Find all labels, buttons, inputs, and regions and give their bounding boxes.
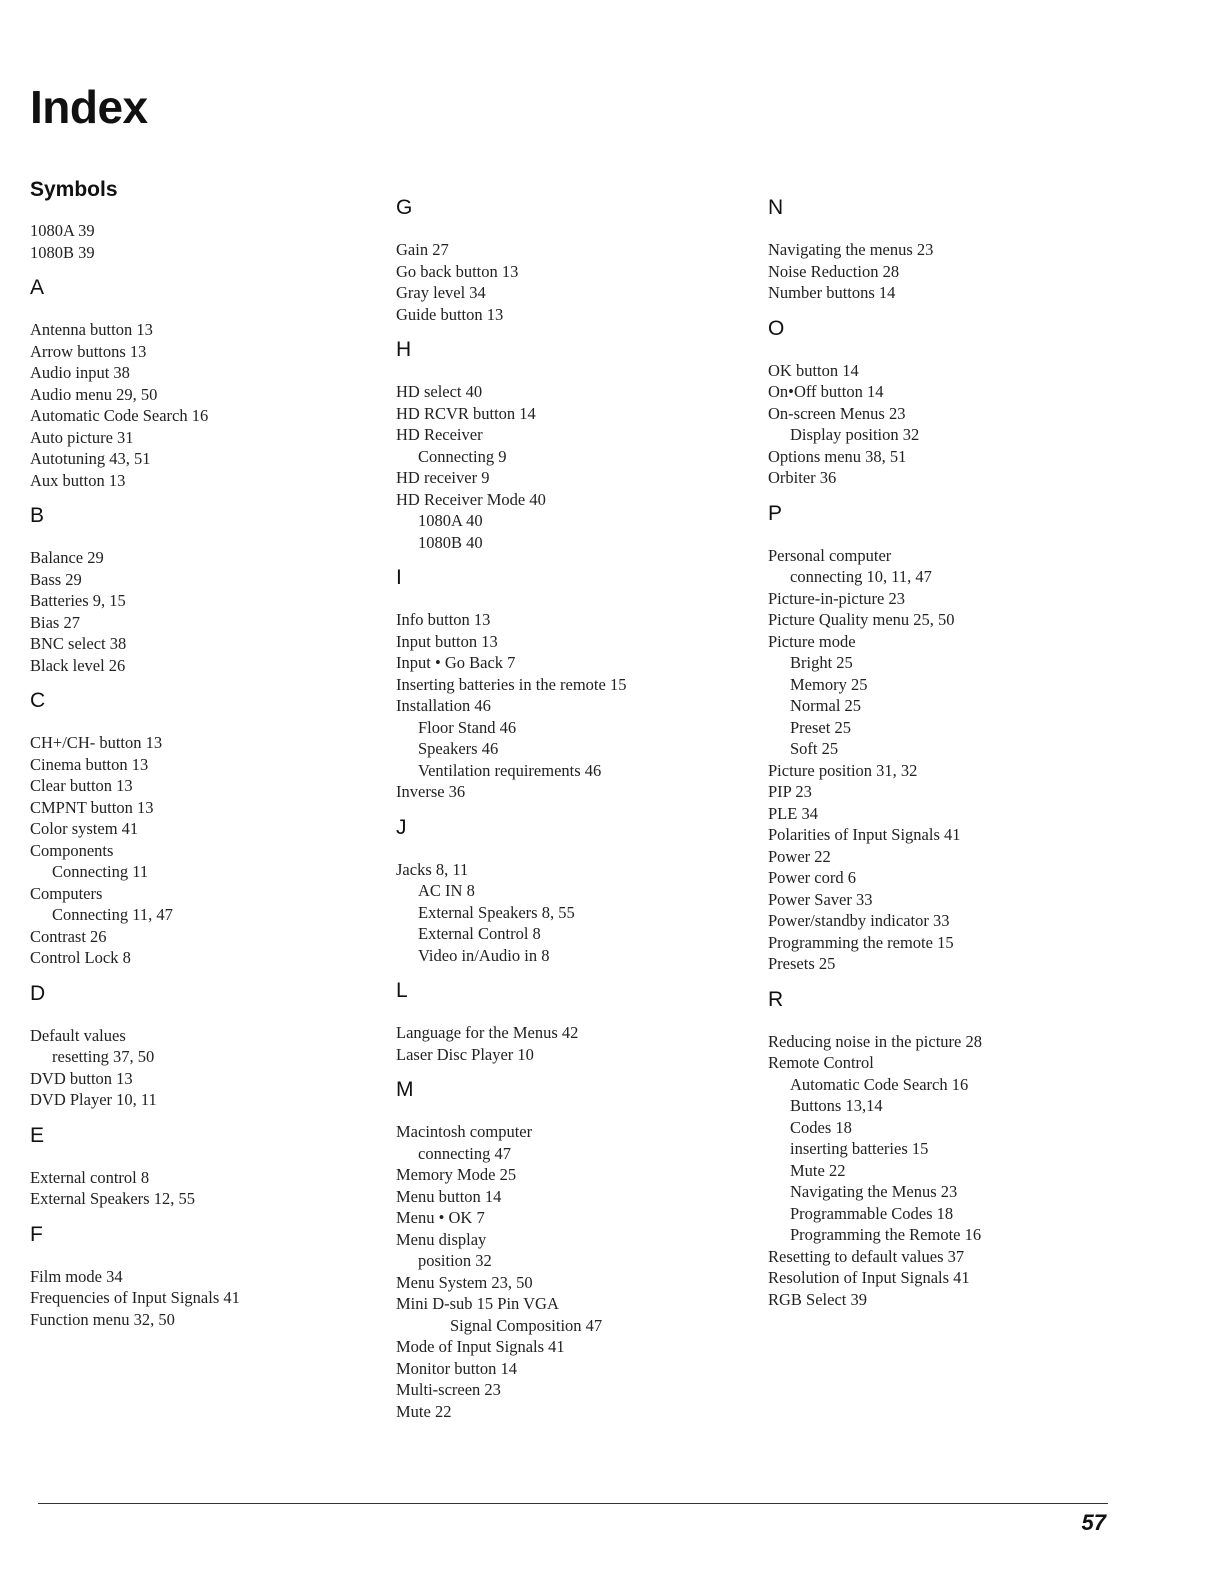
index-entry-list: [768, 239, 1098, 304]
section-heading: C: [30, 689, 46, 712]
index-entry: Picture-in-picture 23: [768, 588, 905, 608]
index-entry: Mode of Input Signals 41: [396, 1337, 565, 1356]
index-subentry: Programming the Remote 16: [790, 1225, 982, 1244]
index-subentry: Ventilation requirements 46: [418, 760, 602, 780]
index-entry-list: [396, 609, 726, 803]
index-subentry: Floor Stand 46: [418, 717, 517, 737]
section-heading: R: [768, 987, 784, 1011]
index-entry-list: [396, 1121, 726, 1422]
index-subentry: AC IN 8: [418, 881, 475, 900]
index-entry: Balance 29: [30, 548, 104, 567]
index-entry: Number buttons 14: [768, 283, 896, 302]
section-heading: J: [396, 815, 407, 839]
index-entry: Options menu 38, 51: [768, 446, 907, 466]
index-entry: Navigating the menus 23: [768, 240, 934, 259]
index-entry: Inverse 36: [396, 782, 466, 801]
index-entry: Power Saver 33: [768, 889, 873, 909]
index-subentry: Connecting 11, 47: [52, 905, 173, 924]
index-subentry: Normal 25: [790, 696, 862, 715]
index-subentry: connecting 47: [418, 1143, 512, 1163]
index-entry: Macintosh computer: [396, 1122, 533, 1141]
index-entry: On•Off button 14: [768, 382, 884, 401]
section-heading: H: [396, 338, 412, 361]
index-entry: CH+/CH- button 13: [30, 733, 163, 752]
index-entry: DVD Player 10, 11: [30, 1090, 157, 1109]
index-subentry: Programmable Codes 18: [790, 1203, 954, 1223]
section-heading: M: [396, 1078, 414, 1101]
index-entry: Power cord 6: [768, 868, 856, 887]
index-entry: Language for the Menus 42: [396, 1023, 579, 1042]
index-subentry: position 32: [418, 1251, 492, 1270]
index-entry: Menu • OK 7: [396, 1208, 485, 1227]
index-entry: Installation 46: [396, 696, 491, 715]
index-entry: Menu display: [396, 1229, 487, 1249]
page-title: Index: [30, 81, 148, 133]
index-subentry: Connecting 9: [418, 446, 507, 466]
index-entry: Gain 27: [396, 240, 449, 259]
index-entry: Components: [30, 840, 114, 860]
index-subentry: Navigating the Menus 23: [790, 1182, 958, 1201]
index-subentry: Codes 18: [790, 1117, 852, 1137]
index-entry: HD receiver 9: [396, 468, 490, 487]
index-subentry: Video in/Audio in 8: [418, 945, 550, 965]
index-subentry: 1080A 40: [418, 511, 483, 530]
index-entry: PIP 23: [768, 782, 812, 801]
index-entry: Audio menu 29, 50: [30, 384, 158, 404]
page-number: 57: [1081, 1510, 1106, 1535]
section-heading: P: [768, 501, 783, 525]
index-entry: Menu button 14: [396, 1186, 502, 1206]
index-entry: DVD button 13: [30, 1068, 133, 1088]
index-section: [768, 312, 1098, 489]
index-entry: Function menu 32, 50: [30, 1309, 175, 1329]
index-entry: Guide button 13: [396, 304, 504, 324]
index-entry: Autotuning 43, 51: [30, 449, 151, 468]
index-entry: Programming the remote 15: [768, 932, 954, 952]
index-entry: Antenna button 13: [30, 320, 153, 339]
index-entry: Auto picture 31: [30, 427, 134, 447]
index-entry: Automatic Code Search 16: [30, 406, 209, 425]
index-section: [30, 271, 360, 491]
index-entry: Orbiter 36: [768, 468, 837, 487]
index-entry: Remote Control: [768, 1053, 874, 1072]
index-entry: Multi-screen 23: [396, 1380, 501, 1399]
section-heading: Symbols: [30, 178, 118, 201]
index-entry: Monitor button 14: [396, 1358, 518, 1378]
index-entry: Film mode 34: [30, 1266, 123, 1286]
index-section: [396, 561, 726, 803]
index-entry-list: [30, 547, 360, 676]
index-section: [396, 333, 726, 553]
index-section: [30, 684, 360, 969]
index-section: [396, 191, 726, 325]
section-heading: F: [30, 1222, 43, 1246]
index-subentry: connecting 10, 11, 47: [790, 567, 932, 586]
index-subentry: inserting batteries 15: [790, 1139, 929, 1158]
index-entry-list: [396, 859, 726, 967]
index-entry: Bias 27: [30, 612, 80, 632]
section-heading: E: [30, 1123, 45, 1147]
index-entry: Go back button 13: [396, 261, 519, 281]
index-subentry: Display position 32: [790, 425, 920, 444]
section-heading: D: [30, 981, 46, 1005]
index-section: [396, 1073, 726, 1422]
index-entry: Frequencies of Input Signals 41: [30, 1288, 240, 1307]
index-entry: External Speakers 12, 55: [30, 1189, 195, 1208]
index-entry: PLE 34: [768, 803, 818, 823]
index-entry: Jacks 8, 11: [396, 859, 469, 879]
index-entry: External control 8: [30, 1167, 150, 1187]
index-entry-list: [30, 319, 360, 491]
index-entry: RGB Select 39: [768, 1289, 867, 1309]
index-subentry: Speakers 46: [418, 739, 499, 758]
index-entry: HD select 40: [396, 382, 483, 401]
section-heading: O: [768, 316, 785, 340]
index-entry: Picture mode: [768, 631, 856, 651]
index-section: [30, 977, 360, 1111]
index-entry-list: [768, 360, 1098, 489]
index-entry: Black level 26: [30, 655, 126, 675]
index-entry: Clear button 13: [30, 776, 133, 795]
index-entry: Contrast 26: [30, 926, 107, 946]
index-entry: Batteries 9, 15: [30, 591, 126, 610]
index-entry: Power 22: [768, 846, 831, 866]
index-entry: Color system 41: [30, 819, 139, 838]
section-heading: I: [396, 566, 402, 589]
index-subentry: resetting 37, 50: [52, 1047, 155, 1066]
index-entry: Control Lock 8: [30, 948, 131, 967]
index-subentry: 1080B 40: [418, 532, 483, 552]
footer-rule: [38, 1503, 1108, 1504]
index-section: [396, 974, 726, 1065]
index-section: [30, 1119, 360, 1210]
index-subentry: Signal Composition 47: [450, 1315, 603, 1335]
index-entry: Arrow buttons 13: [30, 341, 147, 361]
index-entry: Input button 13: [396, 631, 498, 651]
index-subentry: Soft 25: [790, 739, 839, 758]
index-entry: Mini D-sub 15 Pin VGA: [396, 1294, 559, 1313]
index-subentry: External Speakers 8, 55: [418, 902, 575, 922]
index-subentry: Buttons 13,14: [790, 1096, 883, 1115]
index-entry: Laser Disc Player 10: [396, 1044, 534, 1064]
index-section: [30, 174, 360, 263]
index-subentry: Mute 22: [790, 1160, 846, 1180]
index-entry: Cinema button 13: [30, 754, 149, 774]
index-entry: Memory Mode 25: [396, 1165, 517, 1184]
index-entry: Picture position 31, 32: [768, 760, 918, 780]
index-subentry: Connecting 11: [52, 862, 149, 881]
index-entry: 1080B 39: [30, 242, 95, 262]
index-section: [396, 811, 726, 967]
index-entry-list: [768, 545, 1098, 975]
index-entry: Input • Go Back 7: [396, 653, 516, 672]
index-entry: Inserting batteries in the remote 15: [396, 674, 627, 694]
index-entry: Polarities of Input Signals 41: [768, 825, 961, 844]
index-entry: Info button 13: [396, 610, 491, 629]
index-entry: 1080A 39: [30, 221, 95, 240]
index-entry: Noise Reduction 28: [768, 261, 900, 281]
index-entry: Presets 25: [768, 954, 836, 973]
index-subentry: Automatic Code Search 16: [790, 1074, 969, 1094]
index-entry: CMPNT button 13: [30, 797, 154, 817]
index-entry-list: [396, 239, 726, 325]
index-entry: HD Receiver Mode 40: [396, 489, 546, 509]
index-entry-list: [30, 220, 360, 263]
index-entry: Gray level 34: [396, 283, 486, 302]
index-section: [768, 191, 1098, 304]
index-entry: BNC select 38: [30, 634, 127, 653]
index-entry: HD Receiver: [396, 425, 483, 444]
index-entry: Computers: [30, 883, 103, 903]
section-heading: N: [768, 196, 784, 219]
index-entry-list: [396, 1022, 726, 1065]
index-entry-list: [30, 1025, 360, 1111]
section-heading: L: [396, 979, 408, 1002]
section-heading: A: [30, 276, 45, 299]
index-column-3: [768, 191, 1098, 1318]
index-subentry: Memory 25: [790, 674, 868, 694]
section-heading: B: [30, 504, 45, 527]
index-entry: Personal computer: [768, 545, 892, 565]
index-entry: Picture Quality menu 25, 50: [768, 610, 955, 629]
index-entry: Mute 22: [396, 1401, 452, 1421]
index-section: [30, 1218, 360, 1331]
index-column-2: [396, 191, 726, 1430]
index-entry: Power/standby indicator 33: [768, 911, 950, 930]
index-section: [768, 983, 1098, 1311]
index-entry: On-screen Menus 23: [768, 403, 906, 423]
index-entry: Default values: [30, 1025, 126, 1045]
index-entry: OK button 14: [768, 360, 859, 380]
index-subentry: External Control 8: [418, 924, 541, 943]
index-entry-list: [30, 732, 360, 969]
index-entry-list: [30, 1266, 360, 1331]
index-entry: Audio input 38: [30, 363, 130, 382]
index-entry: Bass 29: [30, 569, 82, 589]
index-entry: Aux button 13: [30, 470, 126, 490]
section-heading: G: [396, 196, 413, 219]
index-entry: Reducing noise in the picture 28: [768, 1031, 982, 1051]
index-entry-list: [768, 1031, 1098, 1311]
index-section: [30, 499, 360, 676]
index-entry-list: [30, 1167, 360, 1210]
index-entry: Resolution of Input Signals 41: [768, 1268, 970, 1287]
index-entry: Menu System 23, 50: [396, 1272, 533, 1292]
index-entry-list: [396, 381, 726, 553]
index-subentry: Preset 25: [790, 717, 851, 737]
index-entry: Resetting to default values 37: [768, 1246, 965, 1266]
index-subentry: Bright 25: [790, 653, 853, 672]
index-entry: HD RCVR button 14: [396, 403, 536, 423]
index-section: [768, 497, 1098, 975]
index-column-1: [30, 174, 360, 1338]
